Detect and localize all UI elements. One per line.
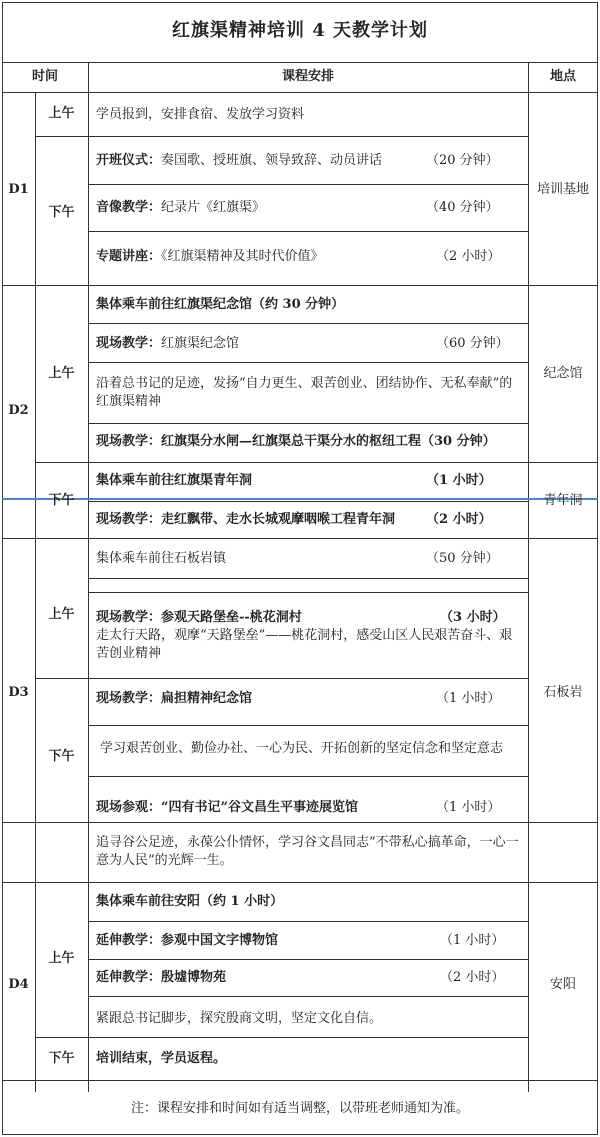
footer-note: 注：课程安排和时间如有适当调整，以带班老师通知为准。 (130, 1101, 469, 1116)
d3-pm-label: 下午 (48, 749, 75, 764)
d1-row-4-label: 专题讲座： (96, 249, 162, 264)
d3-place: 石板岩 (543, 685, 583, 700)
d3-row-3-duration: （1 小时） (436, 691, 501, 706)
d4-row-2: 延伸教学：参观中国文字博物馆 (96, 933, 279, 948)
d3-row-5-duration: （1 小时） (436, 800, 501, 815)
d3-row-5-label: 现场参观： (96, 800, 162, 815)
page-title: 红旗渠精神培训 4 天教学计划 (171, 20, 429, 41)
d1-am-label: 上午 (48, 106, 75, 121)
d3-row-3 (96, 690, 252, 708)
d1-row-4 (96, 248, 324, 266)
d4-pm-label: 下午 (48, 1051, 75, 1066)
d2-row-5-duration: （1 小时） (426, 473, 492, 488)
d2-row-6: 现场教学：走红飘带、走水长城观摩咽喉工程青年洞 (96, 512, 396, 527)
header-time: 时间 (31, 69, 58, 84)
d2-row-4: 现场教学：红旗渠分水闸—红旗渠总干渠分水的枢纽工程（30 分钟） (96, 434, 496, 449)
d2-row-5: 集体乘车前往红旗渠青年洞 (96, 473, 253, 488)
d1-row-3 (96, 199, 265, 217)
day-label-d2: D2 (8, 403, 29, 418)
d4-row-1: 集体乘车前往安阳（约 1 小时） (96, 894, 284, 909)
d3-am-label: 上午 (48, 607, 75, 622)
d3-row-5-text: “四有书记”谷文昌生平事迹展览馆 (161, 800, 358, 815)
d4-row-3: 延伸教学：殷墟博物苑 (96, 970, 227, 985)
d3-row-2-desc: 走太行天路，观摩“天路堡垒”——桃花洞村，感受山区人民艰苦奋斗、艰苦创业精神 (96, 628, 513, 661)
d1-row-4-duration: （2 小时） (436, 249, 501, 264)
day-label-d4: D4 (8, 977, 29, 992)
d3-row-2-duration: （3 小时） (440, 610, 506, 625)
d2-row-3: 沿着总书记的足迹，发扬“自力更生、艰苦创业、团结协作、无私奉献”的红旗渠精神 (96, 376, 513, 409)
day-label-d3: D3 (8, 685, 29, 700)
d2-row-2-label: 现场教学： (96, 336, 162, 351)
d4-row-5: 培训结束，学员返程。 (96, 1051, 227, 1066)
d1-row-2 (96, 152, 382, 170)
d3-row-3-text: 扁担精神纪念馆 (161, 691, 253, 706)
d4-place: 安阳 (549, 977, 576, 992)
d3-row-5 (96, 799, 358, 817)
d1-pm-label: 下午 (48, 205, 75, 220)
d4-row-2-duration: （1 小时） (440, 933, 505, 948)
d1-row-3-duration: （40 分钟） (426, 200, 499, 215)
d4-row-4: 紧跟总书记脚步，探究殷商文明，坚定文化自信。 (96, 1011, 383, 1026)
d3-row-3-label: 现场教学： (96, 691, 162, 706)
d1-row-4-text: 《红旗渠精神及其时代价值》 (161, 249, 324, 264)
header-course: 课程安排 (281, 69, 334, 84)
d1-row-1: 学员报到，安排食宿、发放学习资料 (96, 107, 305, 122)
d2-am-label: 上午 (48, 366, 75, 381)
d2-row-2-text: 红旗渠纪念馆 (161, 336, 240, 351)
d1-row-2-duration: （20 分钟） (426, 153, 499, 168)
d1-place: 培训基地 (536, 182, 589, 197)
d3-row-1-duration: （50 分钟） (426, 551, 499, 566)
d3-row-2: 现场教学：参观天路堡垒--桃花洞村 (96, 610, 302, 625)
d3-row-1: 集体乘车前往石板岩镇 (96, 551, 227, 566)
d2-place: 纪念馆 (543, 366, 583, 381)
d2-place-2: 青年洞 (543, 493, 583, 508)
blue-divider-line (2, 498, 598, 500)
d4-am-label: 上午 (48, 951, 75, 966)
header-place: 地点 (549, 69, 576, 84)
d4-row-3-duration: （2 小时） (440, 970, 505, 985)
d3-row-4: 学习艰苦创业、勤俭办社、一心为民、开拓创新的坚定信念和坚定意志 (100, 741, 504, 756)
d1-row-3-label: 音像教学： (96, 200, 162, 215)
d2-row-2-duration: （60 分钟） (436, 336, 509, 351)
day-label-d1: D1 (8, 182, 29, 197)
d1-row-3-text: 纪录片《红旗渠》 (161, 200, 266, 215)
d2-pm-label: 下午 (48, 493, 75, 508)
d2-row-2 (96, 335, 239, 353)
d1-row-2-text: 奏国歌、授班旗、领导致辞、动员讲话 (161, 153, 383, 168)
d2-row-1: 集体乘车前往红旗渠纪念馆（约 30 分钟） (96, 297, 345, 312)
d1-row-2-label: 开班仪式： (96, 153, 162, 168)
d2-row-6-duration: （2 小时） (426, 512, 492, 527)
d3-row-6: 追寻谷公足迹，永葆公仆情怀，学习谷文昌同志“不带私心搞革命，一心一意为人民”的光辉一生。 (96, 835, 519, 868)
